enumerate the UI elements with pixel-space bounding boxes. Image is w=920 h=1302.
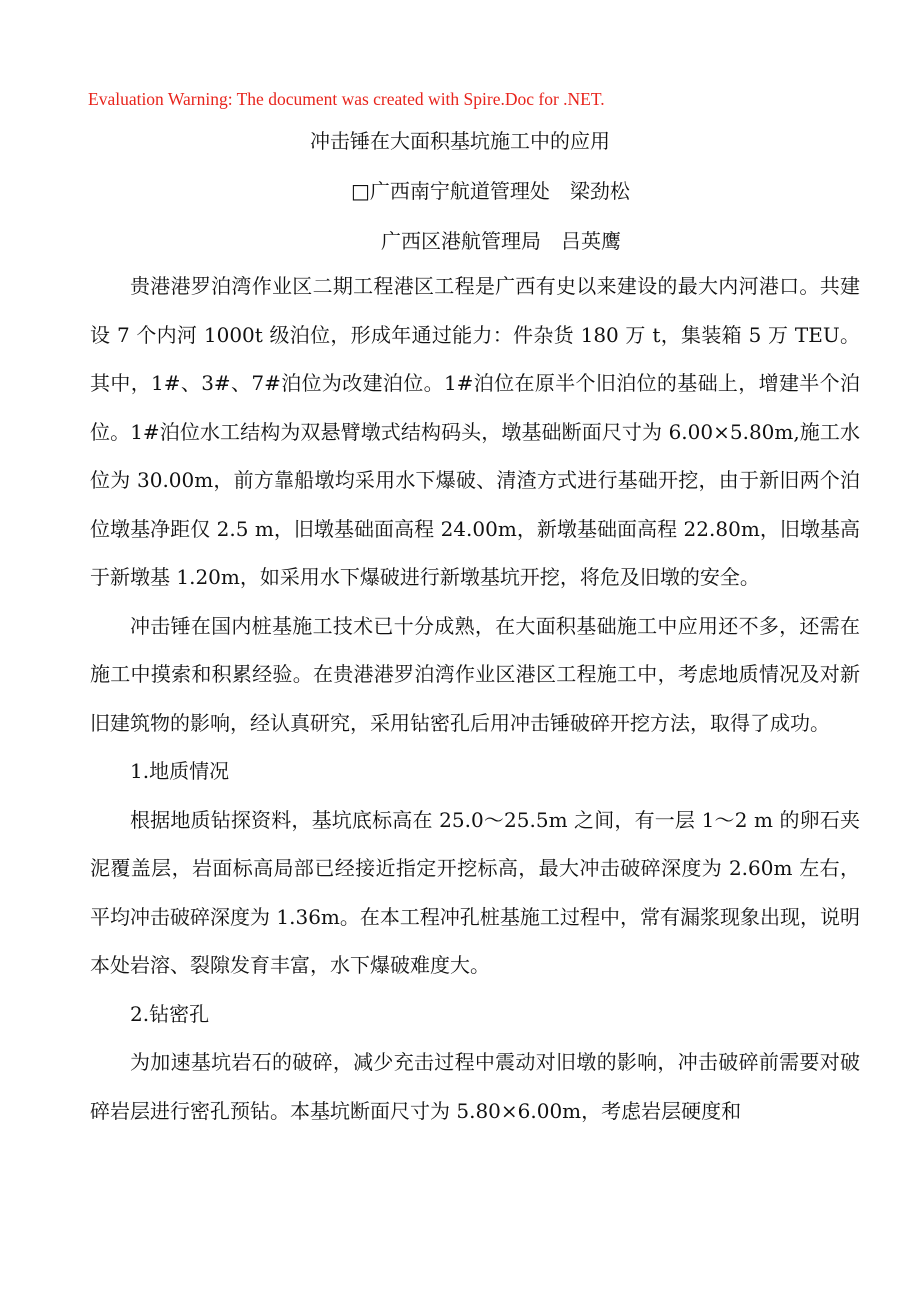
evaluation-warning: Evaluation Warning: The document was created with Spire.Doc for .NET. [88,89,605,109]
section-heading: 2.钻密孔 [130,1001,210,1026]
body-paragraph: 为加速基坑岩石的破碎，减少充击过程中震动对旧墩的影响，冲击破碎前需要对破碎岩层进行密孔预钻。本基坑断面尺寸为 5.80×6.00m，考虑岩层硬度和 [90,1050,860,1123]
body-paragraph: 冲击锤在国内桩基施工技术已十分成熟，在大面积基础施工中应用还不多，还需在施工中摸索和积累经验。在贵港港罗泊湾作业区港区工程施工中，考虑地质情况及对新旧建筑物的影响，经认真研究，采用钻密孔后用冲击锤破碎开挖方法，取得了成功。 [90,613,860,735]
section-heading: 1.地质情况 [130,759,230,783]
author-line-2: 广西区港航管理局 吕英鹰 [381,229,621,253]
body-paragraph: 根据地质钻探资料，基坑底标高在 25.0～25.5m 之间，有一层 1～2 m 的卵石夹泥覆盖层，岩面标高局部已经接近指定开挖标高，最大冲击破碎深度为 2.60m 左右，平均冲击破碎深度为 1.36m。在本工程冲孔桩基施工过程中，常有漏浆现象出现，说明本处岩溶、裂隙发育丰富，水下爆破难度大。 [90,807,860,977]
document-title: 冲击锤在大面积基坑施工中的应用 [310,129,610,153]
body-paragraph: 贵港港罗泊湾作业区二期工程港区工程是广西有史以来建设的最大内河港口。共建设 7 个内河 1000t 级泊位，形成年通过能力：件杂货 180 万 t，集装箱 5 万 TEU。其中，1#、3#、7#泊位为改建泊位。1#泊位在原半个旧泊位的基础上，增建半个泊位。1#泊位水工结构为双悬臂墩式结构码头，墩基础断面尺寸为 6.00×5.80m,施工水位为 30.00m，前方靠船墩均采用水下爆破、清渣方式进行基础开挖，由于新旧两个泊位墩基净距仅 2.5 m，旧墩基础面高程 24.00m，新墩基础面高程 22.80m，旧墩基高于新墩基 1.20m，如采用水下爆破进行新墩基坑开挖，将危及旧墩的安全。 [90,274,860,589]
author-line-1: □广西南宁航道管理处 梁劲松 [351,179,630,203]
document-body [90,262,860,1135]
